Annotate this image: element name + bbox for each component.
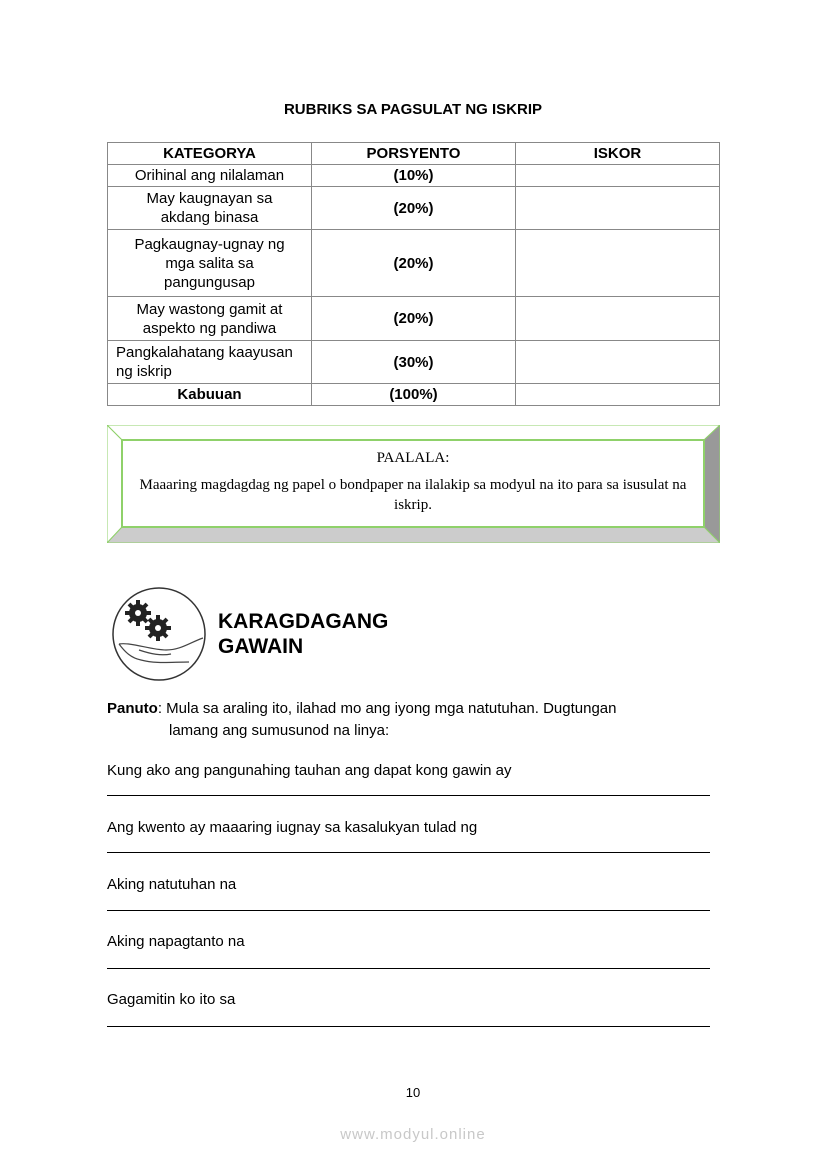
percent-cell: (10%): [312, 165, 516, 187]
prompt-3: Aking natutuhan na: [107, 876, 237, 893]
reminder-heading: PAALALA:: [376, 450, 450, 466]
score-cell[interactable]: [516, 341, 720, 384]
page-number: 10: [405, 1085, 421, 1100]
category-cell: Pangkalahatang kaayusan ng iskrip: [108, 341, 312, 384]
answer-line-2[interactable]: [107, 852, 710, 853]
reminder-body: Maaaring magdagdag ng papel o bondpaper na ilalakip sa modyul na ito para sa isusulat na iskrip.: [139, 477, 687, 513]
percent-cell: (30%): [312, 341, 516, 384]
score-cell[interactable]: [516, 230, 720, 297]
total-percent: (100%): [312, 384, 516, 406]
header-kategorya: KATEGORYA: [108, 143, 312, 165]
section-title: [218, 609, 388, 659]
instructions: [107, 698, 711, 742]
section-title-line2: GAWAIN: [218, 635, 304, 658]
instructions-text: : Mula sa araling ito, ilahad mo ang iyong mga natutuhan. Dugtungan: [157, 700, 617, 717]
table-row: [108, 341, 720, 384]
prompt-4: Aking napagtanto na: [107, 933, 245, 950]
percent-cell: (20%): [312, 187, 516, 230]
prompt-5: Gagamitin ko ito sa: [107, 991, 236, 1008]
percent-cell: (20%): [312, 230, 516, 297]
instructions-text-2: lamang ang sumusunod na linya:: [169, 722, 390, 739]
reminder-box: [122, 440, 704, 527]
answer-line-1[interactable]: [107, 795, 710, 796]
score-cell[interactable]: [516, 165, 720, 187]
header-porsyento: PORSYENTO: [312, 143, 516, 165]
watermark: www.modyul.online: [340, 1126, 486, 1143]
total-label: Kabuuan: [108, 384, 312, 406]
total-score[interactable]: [516, 384, 720, 406]
answer-line-4[interactable]: [107, 968, 710, 969]
category-cell: May wastong gamit at aspekto ng pandiwa: [108, 297, 312, 341]
category-cell: Pagkaugnay-ugnay ng mga salita sa pangungusap: [108, 230, 312, 297]
header-iskor: ISKOR: [516, 143, 720, 165]
gears-hand-icon: [111, 586, 207, 682]
percent-cell: (20%): [312, 297, 516, 341]
section-title-line1: KARAGDAGANG: [218, 610, 389, 633]
table-row: [108, 187, 720, 230]
answer-line-3[interactable]: [107, 910, 710, 911]
prompt-2: Ang kwento ay maaaring iugnay sa kasalukyan tulad ng: [107, 819, 478, 836]
prompt-1: Kung ako ang pangunahing tauhan ang dapat kong gawin ay: [107, 762, 512, 779]
table-row: [108, 297, 720, 341]
table-header-row: [108, 143, 720, 165]
category-cell: May kaugnayan sa akdang binasa: [108, 187, 312, 230]
answer-line-5[interactable]: [107, 1026, 710, 1027]
score-cell[interactable]: [516, 297, 720, 341]
table-row: [108, 165, 720, 187]
category-cell: Orihinal ang nilalaman: [108, 165, 312, 187]
rubric-table: [107, 142, 720, 406]
score-cell[interactable]: [516, 187, 720, 230]
table-total-row: [108, 384, 720, 406]
instructions-label: Panuto: [107, 700, 158, 717]
table-row: [108, 230, 720, 297]
rubric-title: RUBRIKS SA PAGSULAT NG ISKRIP: [283, 101, 543, 118]
